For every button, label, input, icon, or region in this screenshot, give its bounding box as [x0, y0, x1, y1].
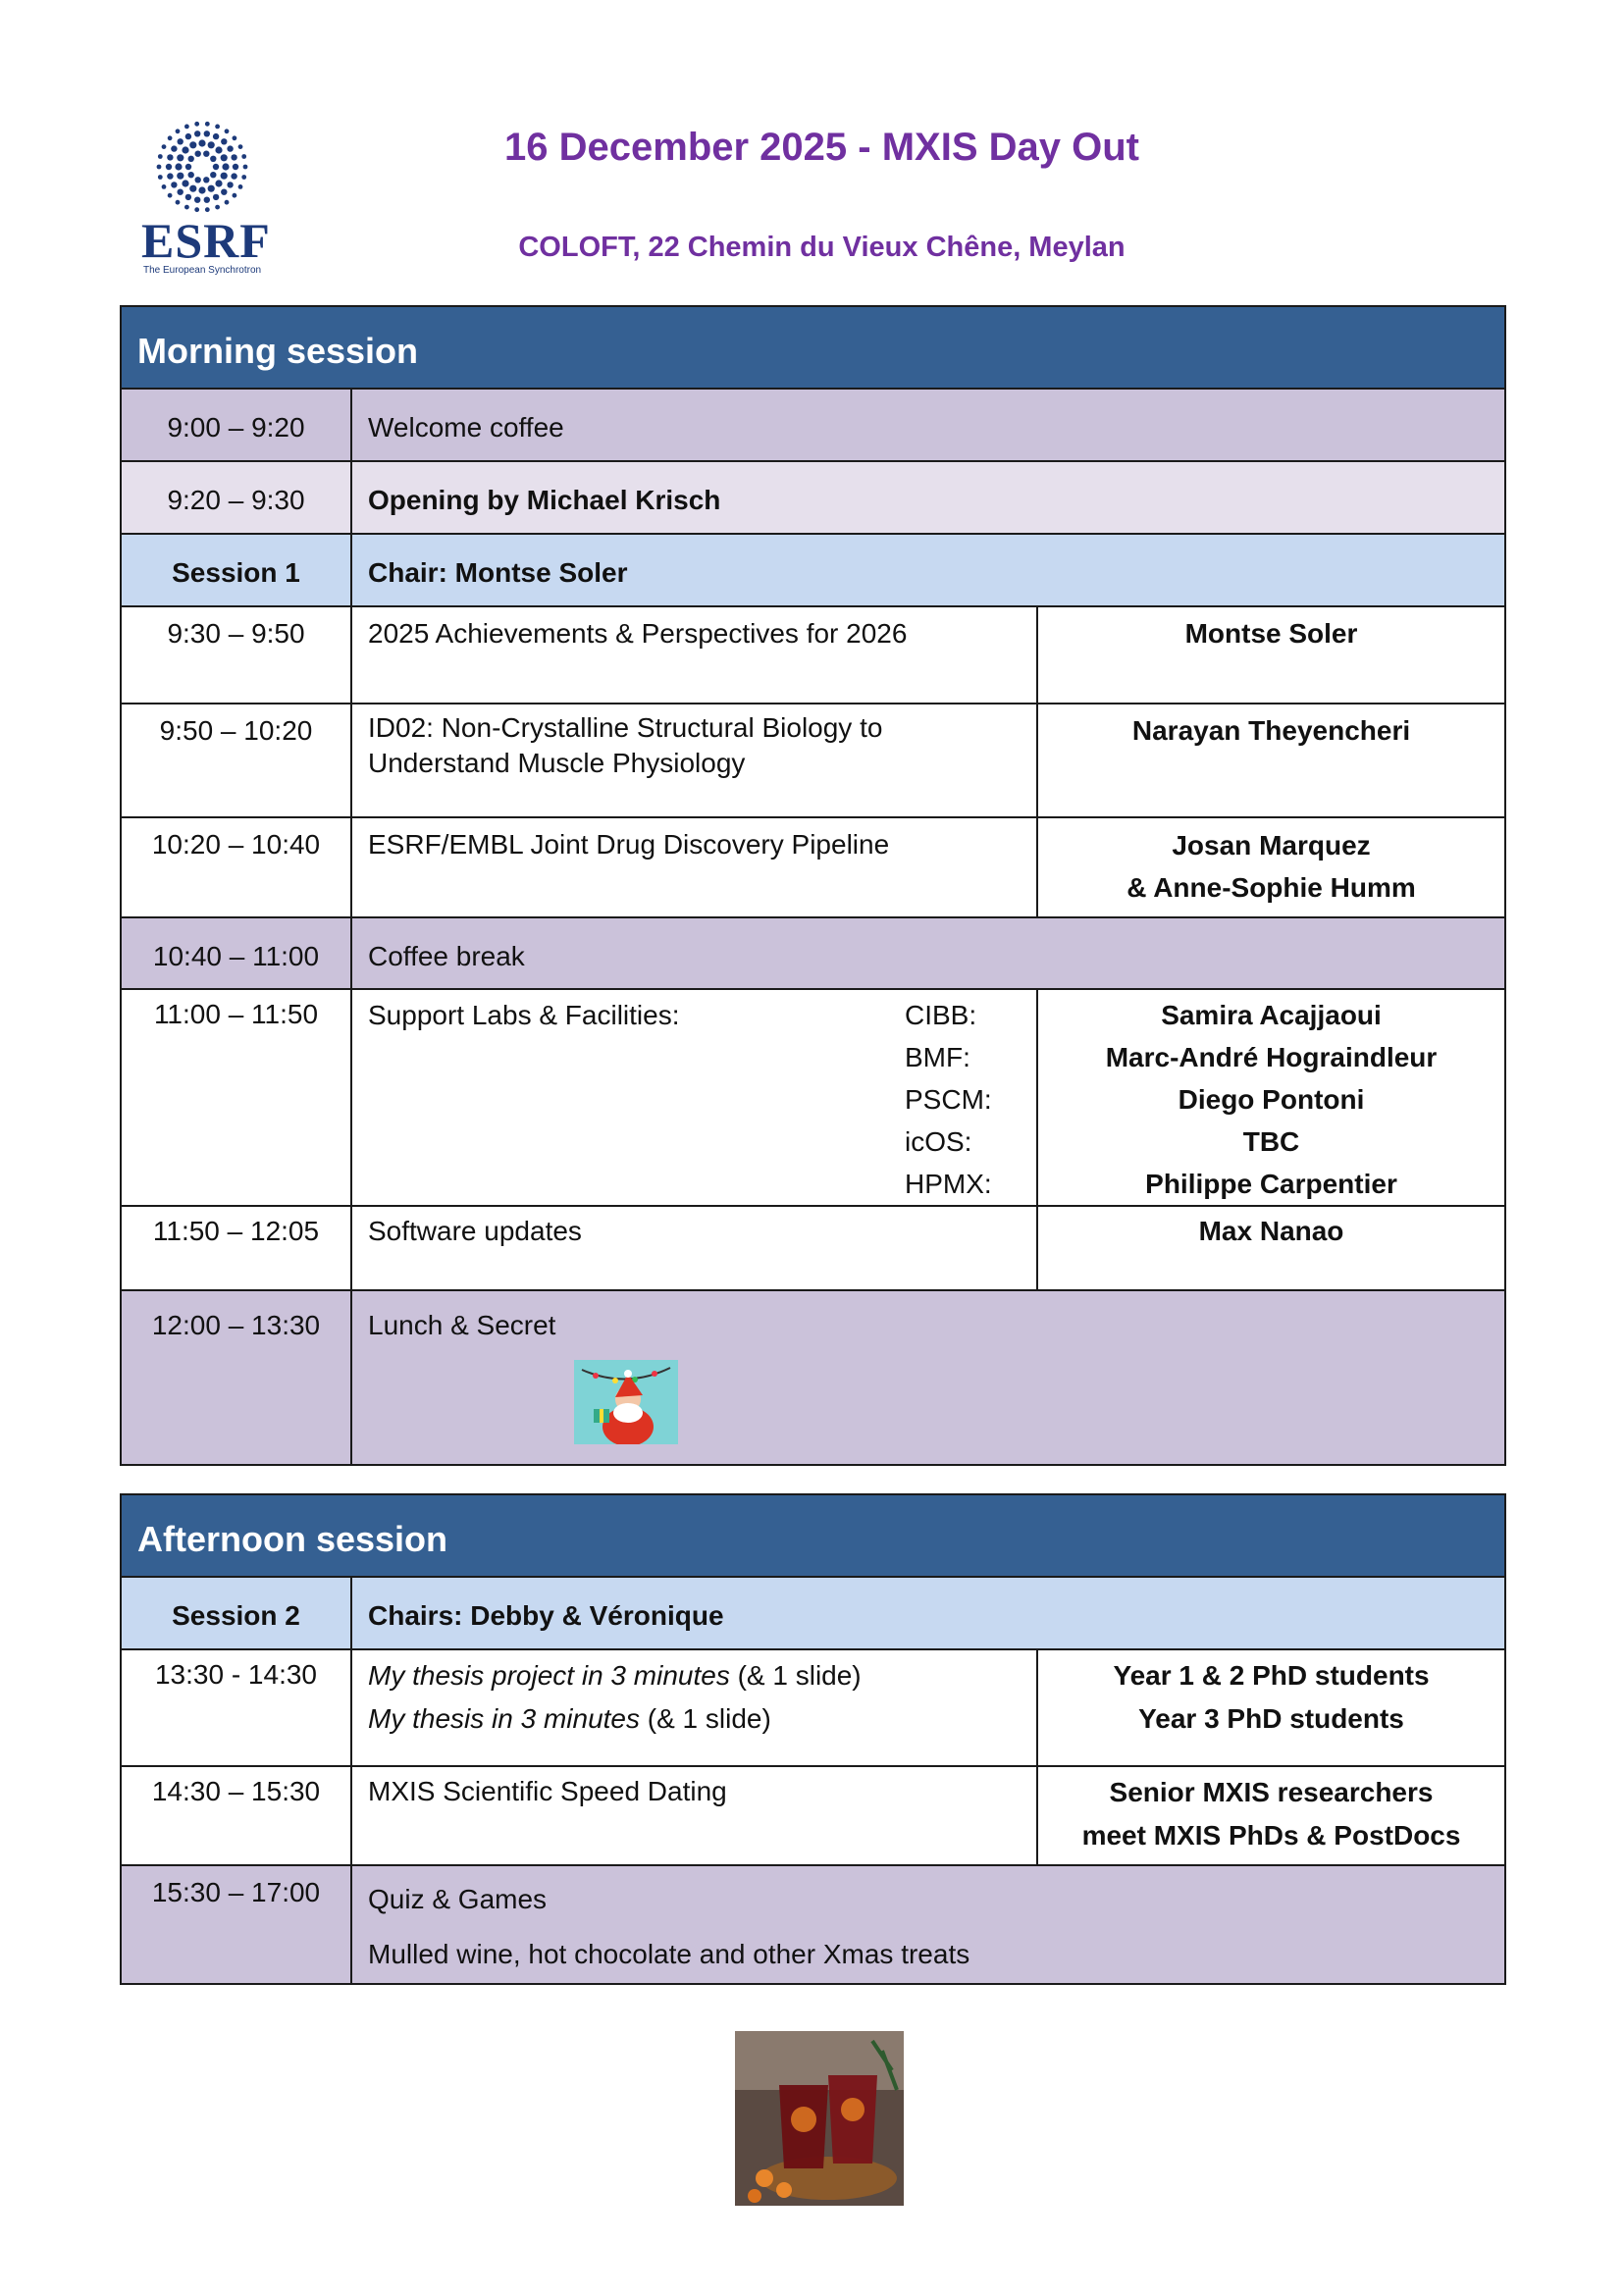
- lab-codes: [905, 994, 1021, 1205]
- logo-dot: [222, 163, 229, 170]
- logo-dot: [204, 197, 210, 203]
- logo-dot: [221, 173, 228, 180]
- row-title: [351, 704, 1037, 817]
- row-title: Software updates: [351, 1206, 1037, 1290]
- logo-dot: [167, 154, 173, 160]
- logo-dot: [213, 164, 219, 170]
- row-title: [351, 1290, 1505, 1465]
- table-row: [121, 389, 1505, 461]
- lab-code: HPMX:: [905, 1169, 992, 1199]
- logo-dot: [194, 122, 199, 127]
- session-row: [121, 534, 1505, 606]
- logo-dot: [188, 172, 194, 178]
- logo-dot: [215, 180, 222, 186]
- logo-dot: [157, 165, 162, 170]
- logo-dot: [198, 139, 205, 146]
- logo-dot: [194, 197, 200, 203]
- row-speaker: [1037, 1649, 1505, 1766]
- row-title: MXIS Scientific Speed Dating: [351, 1766, 1037, 1865]
- logo-dot: [238, 184, 243, 189]
- esrf-dots-icon: [135, 118, 273, 216]
- table-row: [121, 917, 1505, 989]
- logo-dot: [227, 182, 233, 187]
- logo-dot: [162, 184, 167, 189]
- logo-dot: [221, 189, 227, 195]
- page-title: 16 December 2025 - MXIS Day Out: [504, 126, 1139, 169]
- logo-dot: [188, 156, 194, 162]
- row-speaker: Max Nanao: [1037, 1206, 1505, 1290]
- table-row: [121, 1865, 1505, 1984]
- row-speaker: [1037, 1766, 1505, 1865]
- lab-code: icOS:: [905, 1126, 972, 1157]
- row-time: 14:30 – 15:30: [121, 1766, 351, 1865]
- speaker-line: Diego Pontoni: [1178, 1084, 1365, 1115]
- row-title: [351, 1649, 1037, 1766]
- row-time: 11:00 – 11:50: [121, 989, 351, 1206]
- row-title-line: [368, 1654, 1021, 1697]
- speaker-line: Senior MXIS researchers: [1109, 1777, 1434, 1807]
- row-title: Coffee break: [351, 917, 1505, 989]
- table-row: [121, 606, 1505, 704]
- row-time: 11:50 – 12:05: [121, 1206, 351, 1290]
- logo-dot: [177, 154, 183, 161]
- mulled-wine-photo: [735, 2031, 904, 2206]
- logo-dot: [182, 146, 188, 153]
- morning-header-row: [121, 306, 1505, 389]
- logo-dot: [221, 138, 227, 144]
- lab-code: BMF:: [905, 1042, 970, 1072]
- afternoon-header-row: [121, 1494, 1505, 1577]
- afternoon-schedule-table: [120, 1493, 1506, 1985]
- logo-dot: [168, 193, 173, 198]
- table-row: [121, 1290, 1505, 1465]
- row-time: 10:20 – 10:40: [121, 817, 351, 917]
- row-speakers: [1037, 989, 1505, 1206]
- logo-subtitle: The European Synchrotron: [143, 265, 262, 276]
- title-italic: My thesis project in 3 minutes: [368, 1660, 730, 1691]
- speaker-line: Samira Acajjaoui: [1161, 1000, 1382, 1030]
- row-time: 15:30 – 17:00: [121, 1865, 351, 1984]
- logo-dot: [233, 135, 237, 140]
- logo-dot: [176, 129, 181, 133]
- row-title: 2025 Achievements & Perspectives for 2026: [351, 606, 1037, 704]
- logo-dot: [175, 163, 182, 170]
- logo-dot: [198, 186, 205, 193]
- table-row: [121, 461, 1505, 534]
- logo-dot: [238, 144, 243, 149]
- logo-dot: [233, 193, 237, 198]
- logo-text: ESRF: [141, 213, 271, 268]
- table-row: [121, 1206, 1505, 1290]
- logo-dot: [176, 200, 181, 205]
- speaker-line: TBC: [1242, 1126, 1300, 1157]
- speaker-line: Marc-André Hograindleur: [1105, 1042, 1438, 1072]
- logo-dot: [208, 141, 215, 148]
- session-label: Session 2: [121, 1577, 351, 1649]
- logo-dot: [162, 144, 167, 149]
- logo-dot: [215, 146, 222, 153]
- table-row: [121, 1766, 1505, 1865]
- lunch-label: Lunch & Secret: [368, 1310, 556, 1340]
- logo-dot: [185, 194, 191, 200]
- title-italic: My thesis in 3 minutes: [368, 1703, 640, 1734]
- row-time: 9:20 – 9:30: [121, 461, 351, 534]
- title-rest: (& 1 slide): [729, 1660, 862, 1691]
- session-chair: Chair: Montse Soler: [351, 534, 1505, 606]
- speaker-line: Philippe Carpentier: [1145, 1169, 1397, 1199]
- table-row: [121, 704, 1505, 817]
- row-title-line: [368, 1697, 1021, 1741]
- logo-dot: [205, 207, 210, 212]
- row-title: [351, 1865, 1505, 1984]
- logo-dot: [210, 156, 216, 162]
- speaker-line: Josan Marquez: [1172, 830, 1371, 861]
- logo-dot: [204, 130, 210, 136]
- logo-dot: [171, 145, 177, 151]
- session-chair: Chairs: Debby & Véronique: [351, 1577, 1505, 1649]
- row-title: ESRF/EMBL Joint Drug Discovery Pipeline: [351, 817, 1037, 917]
- row-title-line: ID02: Non-Crystalline Structural Biology to: [368, 712, 883, 743]
- logo-dot: [189, 185, 196, 192]
- logo-dot: [189, 141, 196, 148]
- row-speaker: Montse Soler: [1037, 606, 1505, 704]
- logo-dot: [166, 164, 172, 170]
- logo-dot: [227, 145, 233, 151]
- row-time: 13:30 - 14:30: [121, 1649, 351, 1766]
- logo-dot: [213, 194, 219, 200]
- speaker-line: & Anne-Sophie Humm: [1126, 872, 1416, 903]
- logo-dot: [185, 133, 191, 139]
- logo-dot: [208, 185, 215, 192]
- logo-dot: [184, 205, 189, 210]
- session-label: Session 1: [121, 534, 351, 606]
- logo-dot: [213, 133, 219, 139]
- title-rest: (& 1 slide): [640, 1703, 771, 1734]
- logo-dot: [241, 154, 246, 159]
- row-time: 9:50 – 10:20: [121, 704, 351, 817]
- row-title-line: Understand Muscle Physiology: [368, 748, 746, 778]
- logo-dot: [177, 173, 183, 180]
- logo-dot: [158, 175, 163, 180]
- table-row: [121, 817, 1505, 917]
- row-time: 10:40 – 11:00: [121, 917, 351, 989]
- session-row: [121, 1577, 1505, 1649]
- logo-dot: [225, 200, 230, 205]
- morning-heading: Morning session: [121, 306, 1505, 389]
- lab-code: PSCM:: [905, 1084, 992, 1115]
- logo-dot: [182, 180, 188, 186]
- speaker-line: meet MXIS PhDs & PostDocs: [1081, 1820, 1461, 1851]
- logo-dot: [168, 135, 173, 140]
- speaker-line: Year 1 & 2 PhD students: [1113, 1660, 1430, 1691]
- logo-dot: [243, 165, 248, 170]
- morning-schedule-table: [120, 305, 1506, 1466]
- row-title-line: Quiz & Games: [368, 1884, 548, 1914]
- row-time: 12:00 – 13:30: [121, 1290, 351, 1465]
- row-title-line: Mulled wine, hot chocolate and other Xmas treats: [368, 1939, 970, 1969]
- row-speaker: [1037, 817, 1505, 917]
- row-title: [351, 989, 1037, 1206]
- venue: COLOFT, 22 Chemin du Vieux Chêne, Meylan: [518, 232, 1126, 263]
- logo-dot: [167, 173, 173, 179]
- logo-dot: [241, 175, 246, 180]
- labs-label: Support Labs & Facilities:: [368, 1000, 680, 1030]
- row-time: 9:30 – 9:50: [121, 606, 351, 704]
- row-title: Welcome coffee: [351, 389, 1505, 461]
- row-speaker: Narayan Theyencheri: [1037, 704, 1505, 817]
- logo-dot: [184, 125, 189, 130]
- logo-dot: [233, 164, 238, 170]
- table-row: [121, 989, 1505, 1206]
- lab-code: CIBB:: [905, 1000, 977, 1030]
- logo-dot: [215, 125, 220, 130]
- logo-dot: [158, 154, 163, 159]
- logo-dot: [185, 164, 191, 170]
- logo-dot: [205, 122, 210, 127]
- row-title: Opening by Michael Krisch: [351, 461, 1505, 534]
- logo-dot: [231, 154, 236, 160]
- logo-dot: [203, 151, 209, 157]
- logo-dot: [195, 151, 201, 157]
- logo-dot: [225, 129, 230, 133]
- afternoon-heading: Afternoon session: [121, 1494, 1505, 1577]
- logo-dot: [221, 154, 228, 161]
- esrf-logo: [135, 118, 283, 285]
- logo-dot: [178, 138, 183, 144]
- speaker-line: Year 3 PhD students: [1138, 1703, 1404, 1734]
- logo-dot: [215, 205, 220, 210]
- logo-dot: [231, 173, 236, 179]
- logo-dot: [203, 177, 209, 183]
- logo-dot: [195, 177, 201, 183]
- logo-dot: [194, 130, 200, 136]
- logo-dot: [210, 172, 216, 178]
- row-time: 9:00 – 9:20: [121, 389, 351, 461]
- santa-icon: [574, 1360, 678, 1444]
- logo-dot: [194, 207, 199, 212]
- logo-dot: [171, 182, 177, 187]
- table-row: [121, 1649, 1505, 1766]
- logo-dot: [178, 189, 183, 195]
